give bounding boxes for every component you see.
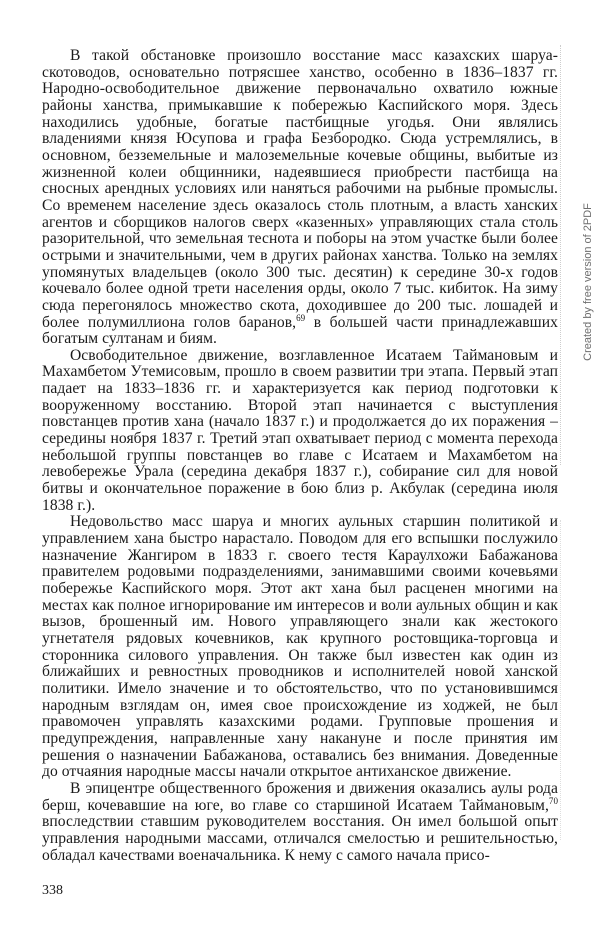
paragraph-movement-stages — [42, 348, 558, 515]
footnote-ref-69: 69 — [296, 312, 306, 323]
paragraph-text-continued: в большей части принадлежавших богатым султанам и биям. — [42, 313, 558, 348]
scan-edge-artifact — [560, 45, 563, 465]
page-body — [42, 48, 558, 864]
footnote-ref-70: 70 — [548, 795, 558, 806]
paragraph-text: В такой обстановке произошло восстание масс казахских шаруа-скотоводов, основательно потрясшее ханство, особенно в 1836–1837 гг. Народно-освободительное движение первоначально охватило южные районы ханства, примыкавшие к побережью Каспийского моря. Здесь находились удобные, богатые пастбищные угодья. Они являлись владениями князя Юсупова и графа Безбородко. Сюда устремлялись, в основном, безземельные и малоземельные кочевые общины, выбитые из жизненной колеи общинники, надеявшиеся приобрести пастбища на сносных арендных условиях или наняться рабочими на рыбные промыслы. Со временем население здесь оказалось столь плотным, а власть ханских агентов и сборщиков налогов сверх «казенных» управляющих стала столь разорительной, что земельная теснота и поборы на этом участке были более острыми и значительными, чем в других районах ханства. Только на землях упомянутых владельцев (около 300 тыс. десятин) к середине 30-х годов кочевало более одной трети населения орды, около 7 тыс. кибиток. На зиму сюда перегонялось множество скота, доходившее до 200 тыс. лошадей и более полумиллиона голов баранов, — [42, 47, 558, 331]
paragraph-text: В эпицентре общественного брожения и движения оказались аулы рода берш, кочевавшие на юге, во главе со старшиной Исатаем Таймановым, — [42, 779, 558, 814]
page-number: 338 — [42, 883, 63, 898]
paragraph-text: Недовольство масс шаруа и многих аульных старшин политикой и управлением хана быстро нарастало. Поводом для его вспышки послужило назначение Жангиром в 1833 г. своего тестя Караулхожи Бабажанова правителем родовыми подразделениями, занимавшими своими кочевьями побережье Каспийского моря. Этот акт хана был расценен многими на местах как полное игнорирование им интересов и воли аульных общин и как вызов, брошенный им. Нового управляющего знали как жестокого угнетателя рядовых кочевников, как крупного ростовщика-торговца и сторонника силового управления. Он также был известен как один из ближайших и ревностных проводников и исполнителей новой ханской политики. Имело значение и то обстоятельство, что по установившимся народным взглядам он, имея свое происхождение из ходжей, не был правомочен управлять казахскими родами. Групповые прошения и предупреждения, направленные хану накануне и после принятия им решения о назначении Бабажанова, оставались без внимания. Доведенные до отчаяния народные массы начали открытое антиханское движение. — [42, 513, 558, 781]
watermark: Created by free version of 2PDF — [582, 203, 594, 361]
paragraph-text: Освободительное движение, возглавленное Исатаем Таймановым и Махамбетом Утемисовым, прошло в своем развитии три этапа. Первый этап падает на 1833–1836 гг. и характеризуется как период подготовки к вооруженному восстанию. Второй этап начинается с выступления повстанцев против хана (начало 1837 г.) и продолжается до их поражения – середины ноября 1837 г. Третий этап охватывает период с момента перехода небольшой группы повстанцев во главе с Исатаем и Махамбетом на левобережье Урала (середина декабря 1837 г.), собирание сил для новой битвы и окончательное поражение в бою близ р. Акбулак (середина июля 1838 г.). — [42, 346, 558, 514]
scan-edge-artifact — [560, 520, 563, 840]
paragraph-epicenter — [42, 781, 558, 864]
paragraph-text-continued: впоследствии ставшим руководителем восстания. Он имел большой опыт управления народными массами, отличался смелостью и решительностью, обладал качествами военачальника. К нему с самого начала присо- — [42, 813, 558, 864]
paragraph-discontent — [42, 514, 558, 781]
paragraph-uprising-intro — [42, 48, 558, 348]
